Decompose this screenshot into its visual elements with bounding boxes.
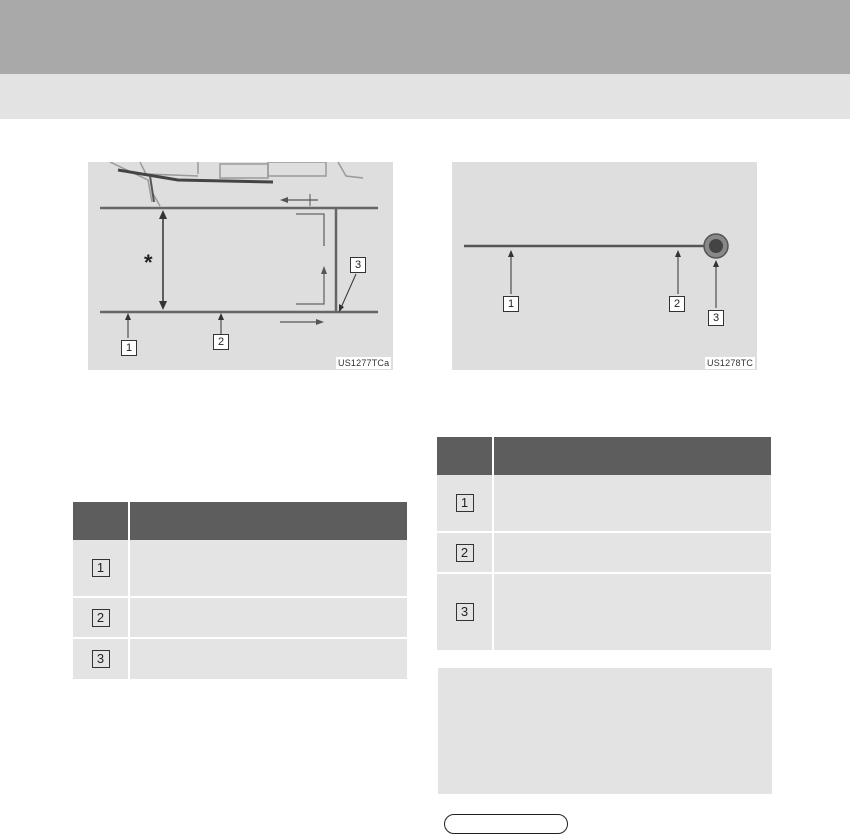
left-legend-table [73, 502, 407, 681]
distance-star-marker: * [144, 250, 153, 275]
row-description [493, 532, 771, 573]
callout-label-3: 3 [350, 257, 366, 273]
row-number-box: 2 [92, 609, 110, 627]
callout-label-2: 2 [669, 296, 685, 312]
table-row [73, 597, 407, 638]
left-diagram-figure [88, 162, 393, 370]
row-description [129, 597, 407, 638]
pill-button[interactable] [444, 814, 568, 834]
callout-3-pointer [340, 274, 356, 310]
right-legend-table [437, 437, 771, 652]
row-number-box: 3 [92, 650, 110, 668]
row-number-box: 1 [92, 559, 110, 577]
table-header-row [73, 502, 407, 540]
figure-code: US1277TCa [338, 358, 390, 368]
row-description [493, 573, 771, 651]
table-row [437, 573, 771, 651]
callout-label-2: 2 [213, 334, 229, 350]
row-number-box: 2 [456, 544, 474, 562]
right-diagram-figure [452, 162, 757, 370]
table-header-description [493, 437, 771, 475]
callout-label-1: 1 [503, 296, 519, 312]
row-description [129, 638, 407, 680]
section-title-band [0, 74, 850, 119]
table-row [73, 638, 407, 680]
row-number-box: 1 [456, 494, 474, 512]
info-panel [438, 668, 772, 794]
callout-label-3: 3 [708, 310, 724, 326]
table-header-row [437, 437, 771, 475]
figure-code: US1278TC [707, 358, 754, 368]
row-description [493, 475, 771, 532]
table-row [437, 475, 771, 532]
table-row [73, 540, 407, 597]
table-header-number [437, 437, 493, 475]
callout-label-1: 1 [121, 340, 137, 356]
row-number-box: 3 [456, 603, 474, 621]
table-header-description [129, 502, 407, 540]
left-diagram-drawing [88, 162, 393, 370]
table-header-number [73, 502, 129, 540]
row-description [129, 540, 407, 597]
table-row [437, 532, 771, 573]
right-diagram-drawing [452, 162, 757, 370]
map-background [110, 162, 363, 206]
page-header-band [0, 0, 850, 74]
